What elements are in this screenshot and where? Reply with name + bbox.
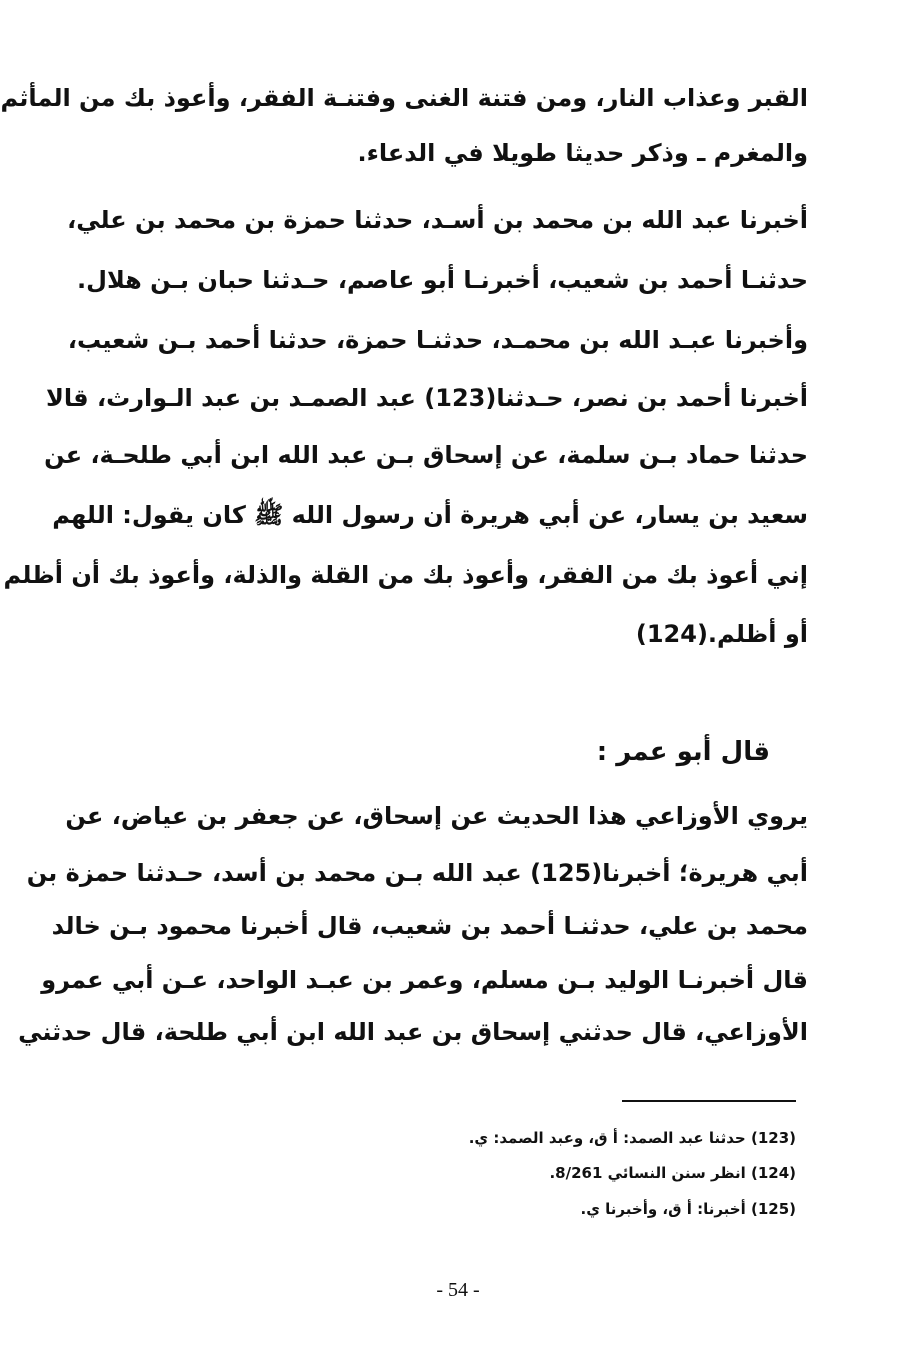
text-line: الأوزاعي، قال حدثني إسحاق بن عبد الله ابن أبي طلحة، قال حدثني bbox=[18, 1018, 808, 1046]
text-line: محمد بن علي، حدثنـا أحمد بن شعيب، قال أخبرنا محمود بـن خالد bbox=[51, 912, 808, 940]
text-line: يروي الأوزاعي هذا الحديث عن إسحاق، عن جعفر بن عياض، عن bbox=[65, 802, 808, 830]
text-line: أخبرنا أحمد بن نصر، حـدثنا(123) عبد الصمـد بن عبد الـوارث، قالا bbox=[46, 384, 808, 412]
page-number: - 54 - bbox=[436, 1279, 480, 1301]
text-line: أخبرنا عبد الله بن محمد بن أسـد، حدثنا حمزة بن محمد بن علي، bbox=[67, 206, 808, 234]
footnote: (124) انظر سنن النسائي 8/261. bbox=[549, 1164, 796, 1182]
footnote: (123) حدثنا عبد الصمد: أ ق، وعبد الصمد: ي. bbox=[468, 1129, 796, 1147]
text-line: حدثنا حماد بـن سلمة، عن إسحاق بـن عبد الله ابن أبي طلحـة، عن bbox=[44, 441, 808, 469]
text-line: القبر وعذاب النار، ومن فتنة الغنى وفتنـة الفقر، وأعوذ بك من المأثم bbox=[0, 84, 808, 112]
text-line: سعيد بن يسار، عن أبي هريرة أن رسول الله ﷺ كان يقول: اللهم bbox=[52, 501, 808, 529]
text-line: أبي هريرة؛ أخبرنا(125) عبد الله بـن محمد بن أسد، حـدثنا حمزة بن bbox=[26, 859, 808, 887]
footnote: (125) أخبرنا: أ ق، وأخبرنا ي. bbox=[580, 1200, 796, 1218]
text-line: حدثنـا أحمد بن شعيب، أخبرنـا أبو عاصم، حـدثنا حبان بـن هلال. bbox=[77, 266, 808, 294]
text-line: إني أعوذ بك من الفقر، وأعوذ بك من القلة والذلة، وأعوذ بك أن أظلم bbox=[3, 561, 808, 589]
footnote-separator bbox=[622, 1100, 796, 1102]
text-line: والمغرم ـ وذكر حديثا طويلا في الدعاء. bbox=[357, 139, 808, 167]
text-line: قال أخبرنـا الوليد بـن مسلم، وعمر بن عبـد الواحد، عـن أبي عمرو bbox=[41, 966, 808, 994]
text-line: وأخبرنا عبـد الله بن محمـد، حدثنـا حمزة، حدثنا أحمد بـن شعيب، bbox=[67, 326, 808, 354]
section-heading: قال أبو عمر : bbox=[596, 737, 770, 767]
text-line: أو أظلم.(124) bbox=[635, 620, 808, 648]
